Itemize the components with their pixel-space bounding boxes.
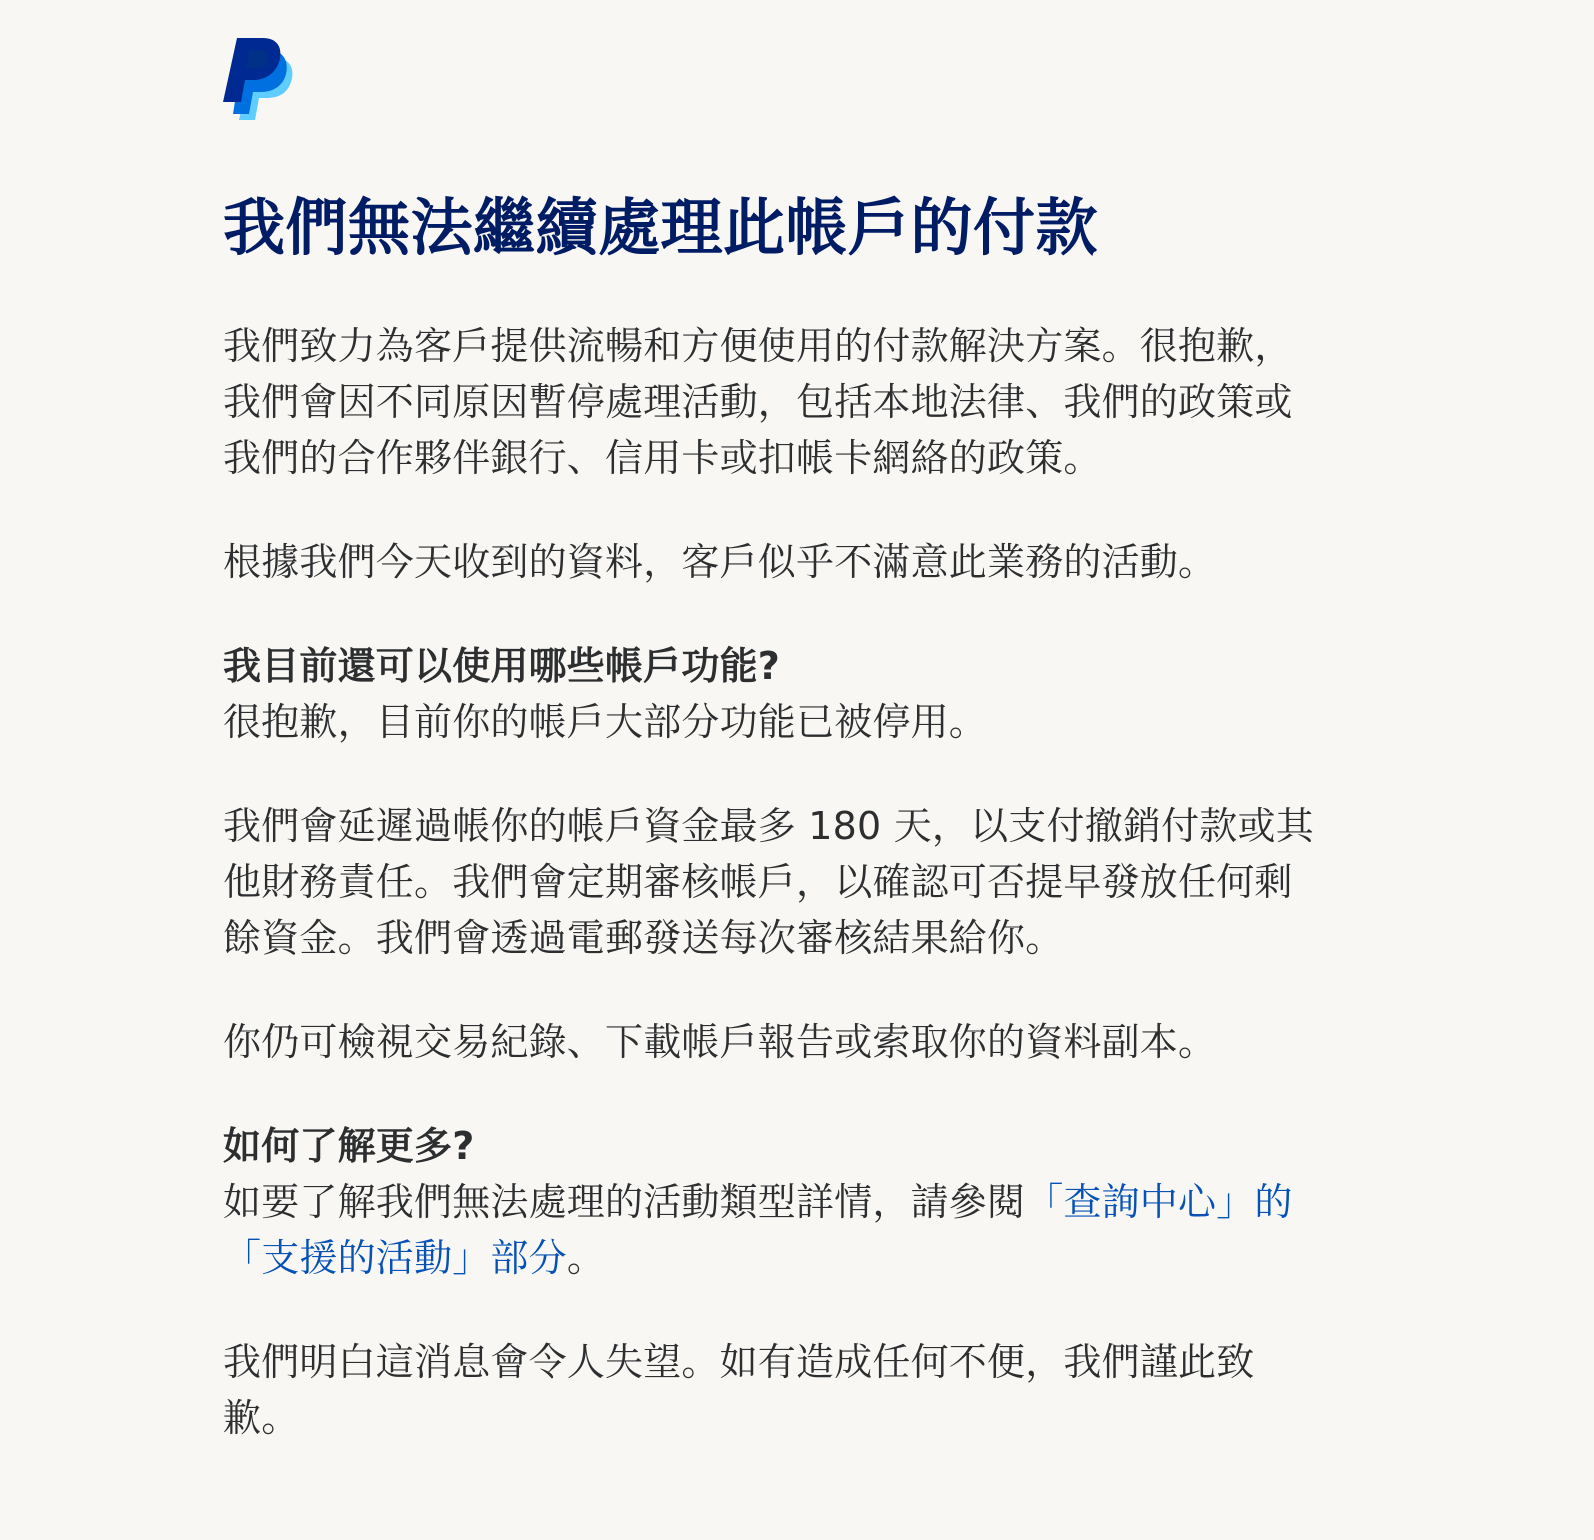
intro-line-1: 我們致力為客戶提供流暢和方便使用的付款解決方案。很抱歉， — [223, 324, 1293, 368]
intro-paragraph — [223, 318, 1353, 486]
help-center-link[interactable]: 「查詢中心」的 — [1025, 1180, 1293, 1224]
apology-paragraph — [223, 1334, 1353, 1446]
message-body — [223, 318, 1353, 1494]
paypal-logo-icon — [223, 36, 295, 122]
reason-paragraph: 根據我們今天收到的資料，客戶似乎不滿意此業務的活動。 — [223, 540, 1217, 584]
learn-more-section — [223, 1118, 1353, 1286]
records-paragraph: 你仍可檢視交易紀錄、下載帳戶報告或索取你的資料副本。 — [223, 1020, 1217, 1064]
intro-line-3: 我們的合作夥伴銀行、信用卡或扣帳卡網絡的政策。 — [223, 436, 1102, 480]
funds-paragraph — [223, 798, 1353, 966]
supported-activities-link[interactable]: 「支援的活動」部分 — [223, 1236, 567, 1280]
funds-line-3: 餘資金。我們會透過電郵發送每次審核結果給你。 — [223, 916, 1064, 960]
intro-line-2: 我們會因不同原因暫停處理活動，包括本地法律、我們的政策或 — [223, 380, 1293, 424]
funds-line-1: 我們會延遲過帳你的帳戶資金最多 180 天，以支付撤銷付款或其 — [223, 804, 1314, 848]
apology-line-2: 歉。 — [223, 1396, 300, 1440]
learn-more-end: 。 — [566, 1236, 606, 1280]
learn-more-text: 如要了解我們無法處理的活動類型詳情，請參閱 — [223, 1180, 1026, 1224]
learn-more-heading: 如何了解更多? — [223, 1124, 475, 1168]
learn-more-line-2 — [223, 1230, 1353, 1286]
features-section — [223, 638, 1353, 750]
features-text: 很抱歉，目前你的帳戶大部分功能已被停用。 — [223, 700, 988, 744]
apology-line-1: 我們明白這消息會令人失望。如有造成任何不便，我們謹此致 — [223, 1340, 1255, 1384]
funds-line-2: 他財務責任。我們會定期審核帳戶，以確認可否提早發放任何剩 — [223, 860, 1293, 904]
page-title: 我們無法繼續處理此帳戶的付款 — [223, 191, 1099, 264]
features-heading: 我目前還可以使用哪些帳戶功能? — [223, 644, 781, 688]
learn-more-line-1 — [223, 1174, 1353, 1230]
